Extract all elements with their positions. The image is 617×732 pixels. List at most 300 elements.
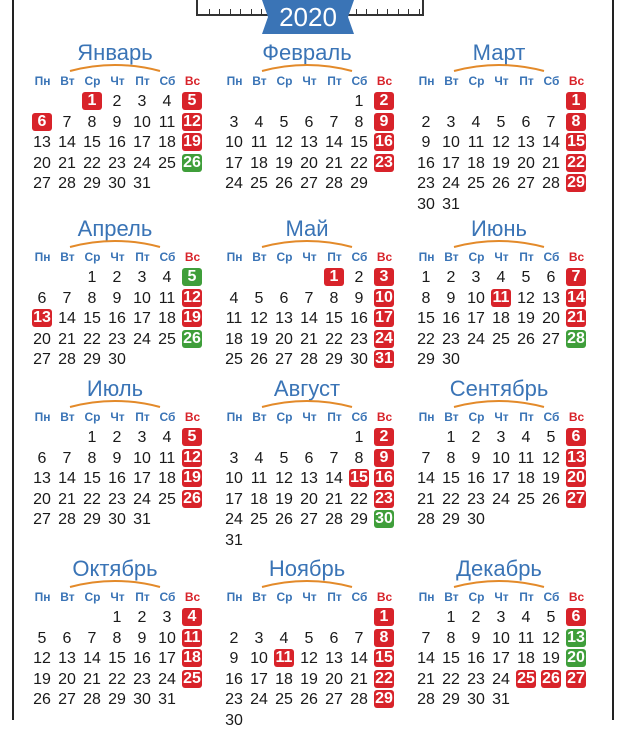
day-cell: 27 bbox=[542, 330, 560, 348]
day-cell: 8 bbox=[374, 629, 394, 647]
day-cell: 22 bbox=[350, 154, 368, 172]
day-cell: 5 bbox=[521, 269, 531, 286]
day-cell: 28 bbox=[300, 351, 318, 368]
day-cell: 15 bbox=[350, 469, 368, 486]
day-cell: 25 bbox=[225, 351, 243, 368]
weekday-label: Вс bbox=[184, 410, 201, 424]
day-cell: 22 bbox=[350, 490, 368, 508]
day-cell: 21 bbox=[300, 330, 318, 348]
weekday-label: Чт bbox=[110, 590, 125, 604]
day-cell: 19 bbox=[517, 310, 535, 327]
day-cell: 26 bbox=[183, 489, 201, 507]
day-cell: 10 bbox=[225, 470, 243, 487]
ruler-tick bbox=[251, 9, 252, 14]
day-cell: 6 bbox=[521, 113, 531, 131]
day-cell: 25 bbox=[250, 511, 268, 528]
day-cell: 14 bbox=[542, 134, 560, 151]
weekday-header bbox=[30, 72, 206, 90]
day-cell: 6 bbox=[329, 629, 339, 647]
day-cell: 12 bbox=[275, 470, 293, 487]
day-cell: 5 bbox=[496, 113, 506, 131]
day-cell: 10 bbox=[225, 134, 243, 151]
days-grid bbox=[222, 268, 398, 392]
days-grid bbox=[30, 428, 206, 552]
weekday-label: Вс bbox=[376, 410, 393, 424]
month-name: Март bbox=[472, 40, 526, 65]
day-cell: 5 bbox=[37, 629, 47, 647]
day-cell: 7 bbox=[546, 113, 556, 131]
day-cell: 10 bbox=[375, 288, 393, 306]
day-cell: 1 bbox=[354, 93, 364, 110]
day-cell: 29 bbox=[108, 691, 126, 708]
weekday-label: Вт bbox=[60, 590, 75, 604]
day-cell: 28 bbox=[542, 175, 560, 192]
day-cell: 17 bbox=[492, 650, 510, 667]
day-cell: 15 bbox=[442, 650, 460, 667]
weekday-label: Чт bbox=[110, 410, 125, 424]
day-cell: 28 bbox=[58, 175, 76, 192]
weekday-label: Пт bbox=[519, 590, 534, 604]
day-cell: 10 bbox=[158, 629, 176, 647]
day-cell: 1 bbox=[421, 269, 431, 286]
month-name: Октябрь bbox=[72, 556, 158, 581]
day-cell: 10 bbox=[492, 629, 510, 647]
weekday-label: Сб bbox=[351, 590, 368, 604]
day-cell: 29 bbox=[83, 351, 101, 368]
weekday-label: Пт bbox=[327, 410, 342, 424]
day-cell: 24 bbox=[250, 691, 268, 708]
day-cell: 18 bbox=[158, 134, 176, 151]
day-cell: 5 bbox=[279, 113, 289, 131]
day-cell: 11 bbox=[225, 310, 243, 327]
day-cell: 24 bbox=[375, 329, 393, 347]
day-cell: 21 bbox=[58, 154, 76, 172]
weekday-label: Чт bbox=[494, 410, 509, 424]
day-cell: 23 bbox=[225, 691, 243, 708]
day-cell: 7 bbox=[354, 629, 364, 647]
day-cell: 3 bbox=[471, 269, 481, 286]
weekday-header bbox=[222, 248, 398, 266]
day-cell: 23 bbox=[417, 175, 435, 192]
day-cell: 30 bbox=[133, 691, 151, 708]
day-cell: 21 bbox=[567, 309, 585, 326]
day-cell: 6 bbox=[37, 449, 47, 467]
weekday-label: Вс bbox=[376, 590, 393, 604]
days-grid bbox=[30, 92, 206, 216]
decorative-arc bbox=[452, 238, 546, 248]
day-cell: 9 bbox=[421, 134, 431, 151]
day-cell: 4 bbox=[254, 449, 264, 467]
weekday-header bbox=[222, 588, 398, 606]
day-cell: 27 bbox=[517, 175, 535, 192]
day-cell: 22 bbox=[108, 670, 126, 688]
weekday-label: Ср bbox=[468, 590, 485, 604]
day-cell: 27 bbox=[325, 691, 343, 708]
day-cell: 21 bbox=[417, 490, 435, 508]
day-cell: 11 bbox=[275, 649, 293, 666]
day-cell: 14 bbox=[58, 310, 76, 327]
day-cell: 29 bbox=[83, 511, 101, 528]
day-cell: 19 bbox=[275, 490, 293, 508]
day-cell: 9 bbox=[354, 289, 364, 307]
day-cell: 9 bbox=[112, 113, 122, 131]
day-cell: 31 bbox=[375, 350, 393, 367]
day-cell: 16 bbox=[225, 670, 243, 688]
day-cell: 12 bbox=[183, 288, 201, 306]
day-cell: 11 bbox=[492, 288, 510, 306]
weekday-label: Ср bbox=[276, 74, 293, 88]
day-cell: 10 bbox=[467, 289, 485, 307]
day-cell: 18 bbox=[467, 154, 485, 172]
ruler-tick bbox=[387, 9, 388, 14]
day-cell: 2 bbox=[137, 609, 147, 626]
weekday-label: Вс bbox=[568, 410, 585, 424]
day-cell: 3 bbox=[254, 629, 264, 647]
day-cell: 19 bbox=[275, 154, 293, 172]
weekday-label: Вт bbox=[444, 74, 459, 88]
day-cell: 1 bbox=[87, 429, 97, 446]
day-cell: 17 bbox=[442, 154, 460, 172]
weekday-label: Пт bbox=[327, 250, 342, 264]
weekday-label: Вт bbox=[252, 250, 267, 264]
day-cell: 3 bbox=[496, 609, 506, 626]
day-cell: 26 bbox=[517, 330, 535, 348]
month-name: Февраль bbox=[262, 40, 352, 65]
weekday-header bbox=[414, 248, 590, 266]
ruler-tick bbox=[219, 9, 220, 14]
weekday-label: Ср bbox=[276, 590, 293, 604]
day-cell: 6 bbox=[304, 449, 314, 467]
day-cell: 11 bbox=[183, 628, 201, 646]
day-cell: 19 bbox=[542, 650, 560, 667]
weekday-label: Ср bbox=[468, 74, 485, 88]
day-cell: 4 bbox=[279, 629, 289, 647]
day-cell: 7 bbox=[62, 113, 72, 131]
day-cell: 14 bbox=[300, 310, 318, 327]
day-cell: 3 bbox=[374, 268, 394, 286]
day-cell: 24 bbox=[442, 175, 460, 192]
weekday-label: Сб bbox=[159, 74, 176, 88]
day-cell: 21 bbox=[83, 670, 101, 688]
day-cell: 8 bbox=[87, 289, 97, 307]
weekday-label: Чт bbox=[110, 74, 125, 88]
day-cell: 3 bbox=[446, 113, 456, 131]
day-cell: 16 bbox=[417, 154, 435, 172]
day-cell: 29 bbox=[350, 175, 368, 192]
day-cell: 9 bbox=[112, 289, 122, 307]
day-cell: 20 bbox=[33, 490, 51, 508]
day-cell: 21 bbox=[417, 670, 435, 688]
day-cell: 10 bbox=[133, 113, 151, 131]
day-cell: 18 bbox=[517, 650, 535, 667]
days-grid bbox=[222, 608, 398, 732]
day-cell: 20 bbox=[567, 469, 585, 486]
day-cell: 26 bbox=[492, 175, 510, 192]
day-cell: 24 bbox=[492, 490, 510, 508]
day-cell: 8 bbox=[421, 289, 431, 307]
decorative-arc bbox=[68, 62, 162, 72]
day-cell: 12 bbox=[517, 289, 535, 307]
day-cell: 25 bbox=[517, 669, 535, 687]
day-cell: 8 bbox=[329, 289, 339, 307]
weekday-label: Пн bbox=[226, 250, 243, 264]
day-cell: 11 bbox=[158, 449, 176, 467]
decorative-arc bbox=[452, 398, 546, 408]
day-cell: 3 bbox=[137, 93, 147, 110]
day-cell: 24 bbox=[133, 330, 151, 348]
day-cell: 18 bbox=[183, 649, 201, 666]
day-cell: 20 bbox=[33, 330, 51, 348]
decorative-arc bbox=[68, 578, 162, 588]
day-cell: 1 bbox=[82, 92, 102, 110]
day-cell: 25 bbox=[158, 154, 176, 172]
day-cell: 13 bbox=[567, 628, 585, 646]
day-cell: 13 bbox=[33, 309, 51, 326]
weekday-label: Сб bbox=[159, 250, 176, 264]
day-cell: 17 bbox=[133, 310, 151, 327]
days-grid bbox=[30, 268, 206, 392]
month-block bbox=[30, 556, 210, 716]
day-cell: 19 bbox=[183, 469, 201, 486]
day-cell: 16 bbox=[108, 310, 126, 327]
day-cell: 8 bbox=[566, 113, 586, 131]
day-cell: 10 bbox=[492, 449, 510, 467]
day-cell: 22 bbox=[417, 330, 435, 348]
day-cell: 17 bbox=[467, 310, 485, 327]
days-grid bbox=[414, 92, 590, 216]
day-cell: 3 bbox=[229, 113, 239, 131]
day-cell: 10 bbox=[250, 650, 268, 667]
ruler-tick bbox=[209, 9, 210, 14]
weekday-label: Сб bbox=[543, 590, 560, 604]
weekday-label: Пт bbox=[519, 410, 534, 424]
day-cell: 3 bbox=[229, 449, 239, 467]
day-cell: 23 bbox=[375, 489, 393, 507]
month-block bbox=[414, 556, 594, 716]
weekday-label: Вс bbox=[376, 250, 393, 264]
day-cell: 15 bbox=[417, 310, 435, 327]
weekday-label: Сб bbox=[351, 410, 368, 424]
day-cell: 20 bbox=[542, 310, 560, 327]
day-cell: 21 bbox=[58, 490, 76, 508]
day-cell: 21 bbox=[350, 670, 368, 688]
day-cell: 7 bbox=[329, 113, 339, 131]
day-cell: 14 bbox=[325, 134, 343, 151]
day-cell: 22 bbox=[83, 490, 101, 508]
day-cell: 21 bbox=[542, 154, 560, 172]
day-cell: 24 bbox=[225, 175, 243, 192]
day-cell: 25 bbox=[250, 175, 268, 192]
day-cell: 5 bbox=[546, 609, 556, 626]
weekday-label: Пт bbox=[327, 590, 342, 604]
day-cell: 18 bbox=[275, 670, 293, 688]
day-cell: 18 bbox=[158, 310, 176, 327]
day-cell: 31 bbox=[442, 195, 460, 213]
day-cell: 7 bbox=[62, 449, 72, 467]
day-cell: 28 bbox=[58, 351, 76, 368]
weekday-label: Вс bbox=[568, 74, 585, 88]
weekday-label: Пн bbox=[226, 74, 243, 88]
days-grid bbox=[222, 428, 398, 552]
day-cell: 21 bbox=[325, 490, 343, 508]
day-cell: 12 bbox=[250, 310, 268, 327]
day-cell: 13 bbox=[58, 650, 76, 667]
day-cell: 19 bbox=[183, 133, 201, 150]
day-cell: 30 bbox=[108, 511, 126, 528]
day-cell: 25 bbox=[517, 490, 535, 508]
day-cell: 6 bbox=[546, 269, 556, 286]
decorative-arc bbox=[260, 398, 354, 408]
day-cell: 24 bbox=[467, 330, 485, 348]
day-cell: 22 bbox=[442, 670, 460, 688]
day-cell: 25 bbox=[275, 691, 293, 708]
day-cell: 5 bbox=[546, 429, 556, 446]
days-grid bbox=[414, 608, 590, 732]
day-cell: 25 bbox=[183, 669, 201, 687]
day-cell: 27 bbox=[300, 175, 318, 192]
day-cell: 4 bbox=[471, 113, 481, 131]
decorative-arc bbox=[68, 238, 162, 248]
weekday-label: Сб bbox=[159, 410, 176, 424]
ruler-tick bbox=[398, 9, 399, 14]
day-cell: 2 bbox=[374, 92, 394, 110]
day-cell: 28 bbox=[325, 511, 343, 528]
decorative-arc bbox=[260, 238, 354, 248]
day-cell: 27 bbox=[33, 175, 51, 192]
month-block bbox=[414, 40, 594, 213]
day-cell: 12 bbox=[492, 134, 510, 151]
day-cell: 17 bbox=[158, 650, 176, 667]
weekday-label: Вт bbox=[60, 74, 75, 88]
month-name: Декабрь bbox=[456, 556, 542, 581]
ruler-tick bbox=[419, 9, 420, 14]
weekday-label: Вс bbox=[568, 250, 585, 264]
day-cell: 14 bbox=[58, 470, 76, 487]
decorative-arc bbox=[452, 578, 546, 588]
day-cell: 29 bbox=[567, 174, 585, 191]
day-cell: 17 bbox=[225, 490, 243, 508]
day-cell: 27 bbox=[567, 669, 585, 687]
day-cell: 8 bbox=[354, 449, 364, 467]
weekday-header bbox=[30, 408, 206, 426]
weekday-label: Вт bbox=[60, 410, 75, 424]
day-cell: 20 bbox=[275, 330, 293, 348]
day-cell: 24 bbox=[133, 154, 151, 172]
day-cell: 18 bbox=[158, 470, 176, 487]
weekday-label: Вс bbox=[376, 74, 393, 88]
days-grid bbox=[30, 608, 206, 732]
day-cell: 14 bbox=[58, 134, 76, 151]
weekday-header bbox=[30, 588, 206, 606]
weekday-label: Вт bbox=[252, 590, 267, 604]
day-cell: 4 bbox=[162, 93, 172, 110]
day-cell: 24 bbox=[225, 511, 243, 528]
day-cell: 22 bbox=[375, 669, 393, 687]
day-cell: 13 bbox=[300, 134, 318, 151]
day-cell: 7 bbox=[421, 629, 431, 647]
day-cell: 16 bbox=[467, 650, 485, 667]
weekday-label: Вс bbox=[568, 590, 585, 604]
day-cell: 3 bbox=[137, 429, 147, 446]
day-cell: 9 bbox=[471, 449, 481, 467]
weekday-label: Сб bbox=[351, 250, 368, 264]
day-cell: 9 bbox=[446, 289, 456, 307]
month-name: Январь bbox=[77, 40, 153, 65]
day-cell: 30 bbox=[467, 511, 485, 528]
day-cell: 16 bbox=[442, 310, 460, 327]
weekday-label: Вс bbox=[184, 250, 201, 264]
weekday-label: Ср bbox=[468, 250, 485, 264]
day-cell: 27 bbox=[58, 691, 76, 708]
day-cell: 15 bbox=[108, 650, 126, 667]
day-cell: 13 bbox=[33, 470, 51, 487]
day-cell: 6 bbox=[566, 428, 586, 446]
day-cell: 22 bbox=[83, 330, 101, 348]
day-cell: 10 bbox=[133, 449, 151, 467]
day-cell: 22 bbox=[567, 153, 585, 171]
day-cell: 15 bbox=[83, 134, 101, 151]
day-cell: 15 bbox=[83, 470, 101, 487]
day-cell: 13 bbox=[517, 134, 535, 151]
day-cell: 14 bbox=[567, 288, 585, 306]
weekday-label: Вт bbox=[444, 410, 459, 424]
day-cell: 16 bbox=[108, 470, 126, 487]
day-cell: 29 bbox=[83, 175, 101, 192]
day-cell: 1 bbox=[112, 609, 122, 626]
day-cell: 7 bbox=[87, 629, 97, 647]
day-cell: 29 bbox=[375, 690, 393, 707]
day-cell: 13 bbox=[567, 448, 585, 466]
day-cell: 23 bbox=[350, 330, 368, 348]
day-cell: 16 bbox=[375, 469, 393, 486]
weekday-label: Чт bbox=[302, 250, 317, 264]
weekday-label: Чт bbox=[494, 250, 509, 264]
day-cell: 25 bbox=[158, 490, 176, 508]
day-cell: 8 bbox=[446, 629, 456, 647]
weekday-header bbox=[414, 408, 590, 426]
day-cell: 31 bbox=[225, 531, 243, 549]
day-cell: 14 bbox=[83, 650, 101, 667]
weekday-label: Ср bbox=[84, 250, 101, 264]
weekday-label: Вт bbox=[252, 410, 267, 424]
month-block bbox=[30, 40, 210, 200]
day-cell: 8 bbox=[354, 113, 364, 131]
weekday-label: Пн bbox=[34, 410, 51, 424]
day-cell: 17 bbox=[133, 470, 151, 487]
day-cell: 17 bbox=[225, 154, 243, 172]
decorative-arc bbox=[68, 398, 162, 408]
weekday-label: Вт bbox=[252, 74, 267, 88]
days-grid bbox=[414, 428, 590, 552]
weekday-label: Вт bbox=[444, 250, 459, 264]
day-cell: 14 bbox=[325, 470, 343, 487]
day-cell: 19 bbox=[183, 309, 201, 326]
day-cell: 18 bbox=[250, 490, 268, 508]
day-cell: 4 bbox=[254, 113, 264, 131]
days-grid bbox=[414, 268, 590, 392]
year-ribbon bbox=[262, 0, 354, 34]
day-cell: 22 bbox=[83, 154, 101, 172]
weekday-label: Пн bbox=[34, 74, 51, 88]
day-cell: 15 bbox=[83, 310, 101, 327]
weekday-label: Пт bbox=[327, 74, 342, 88]
day-cell: 6 bbox=[37, 289, 47, 307]
day-cell: 1 bbox=[87, 269, 97, 286]
day-cell: 26 bbox=[542, 490, 560, 508]
weekday-label: Вс bbox=[184, 74, 201, 88]
year-title: 2020 bbox=[279, 2, 337, 32]
day-cell: 20 bbox=[567, 649, 585, 666]
